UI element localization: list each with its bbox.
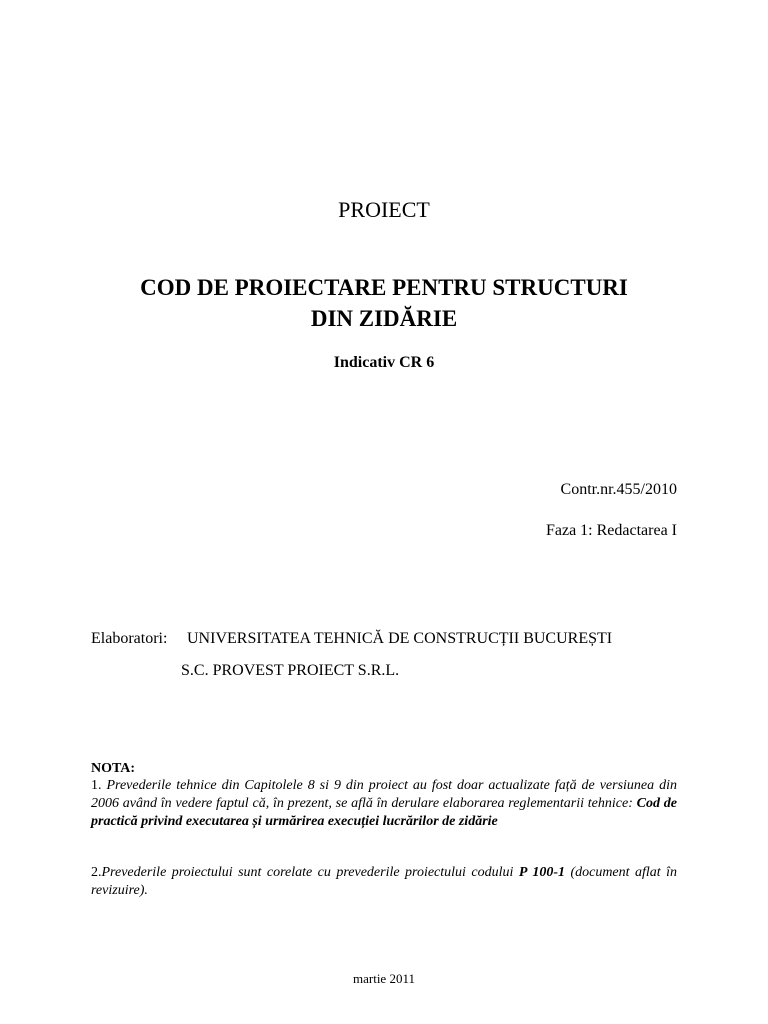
- nota-item-1-bold: Cod de practică privind executarea și urmărirea execuției lucrărilor de zidărie: [91, 796, 677, 829]
- contract-phase: Faza 1: Redactarea I: [545, 522, 677, 539]
- document-title: [0, 272, 768, 334]
- nota-item-1-text: Prevederile tehnice din Capitolele 8 si 9 din proiect au fost doar actualizate față de versiunea din 2006 având în vedere faptul că, în prezent, se află în derulare elaborarea reglementarii tehnice:: [91, 778, 677, 811]
- elaboratori-org-provest: S.C. PROVEST PROIECT S.R.L.: [181, 662, 400, 679]
- document-title-line1: COD DE PROIECTARE PENTRU STRUCTURI: [140, 275, 628, 300]
- nota-item-1-number: 1.: [91, 778, 102, 793]
- nota-item-2-bold: P 100-1: [518, 865, 565, 880]
- document-date: martie 2011: [353, 971, 415, 986]
- document-title-line2: DIN ZIDĂRIE: [310, 306, 458, 331]
- elaboratori-org-utcb: UNIVERSITATEA TEHNICĂ DE CONSTRUCȚII BUCUREȘTI: [187, 630, 613, 647]
- elaboratori-label: Elaboratori:: [91, 630, 168, 647]
- nota-item-2-number: 2.: [91, 865, 102, 880]
- nota-item-2-tail: (document aflat în revizuire).: [91, 865, 678, 898]
- contract-number: Contr.nr.455/2010: [560, 481, 677, 498]
- nota-item-2-text: Prevederile proiectului sunt corelate cu prevederile proiectului codului: [101, 865, 519, 880]
- proiect-heading: PROIECT: [338, 197, 430, 222]
- nota-item-1: [91, 777, 677, 831]
- nota-title: NOTA:: [91, 761, 136, 776]
- indicativ-label: Indicativ CR 6: [333, 354, 435, 371]
- nota-item-2: [91, 864, 677, 900]
